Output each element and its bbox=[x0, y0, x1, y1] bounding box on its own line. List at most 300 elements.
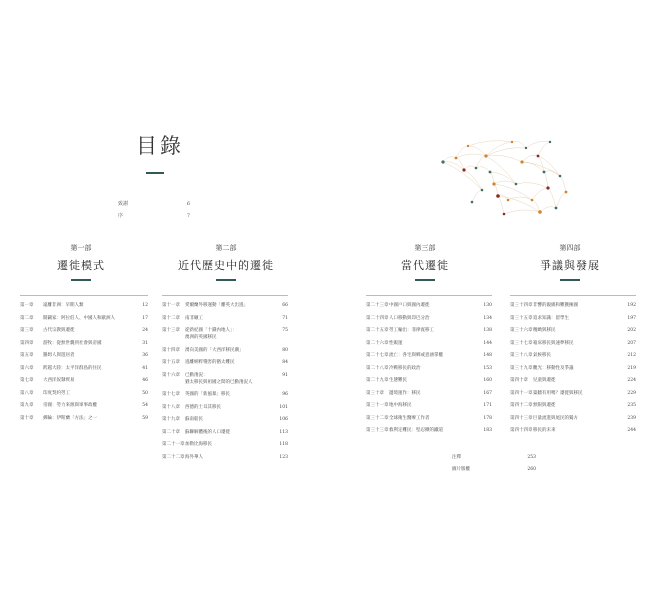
toc-entry[interactable] bbox=[366, 415, 492, 422]
chapter-number: 第二十九章 bbox=[366, 378, 389, 383]
toc-entry[interactable] bbox=[510, 365, 636, 372]
chapter-number: 第三十一章 bbox=[366, 403, 389, 408]
chapter-number: 第一章 bbox=[20, 303, 34, 308]
network-link bbox=[526, 141, 550, 148]
page-number: 130 bbox=[483, 303, 492, 308]
network-node bbox=[537, 155, 540, 158]
chapter-title-line: 已勤淒況： bbox=[185, 372, 208, 378]
column-rule bbox=[162, 295, 288, 296]
chapter-title-line: 中國戶口與國內遷徙 bbox=[389, 303, 430, 308]
network-link bbox=[494, 184, 498, 196]
toc-entry[interactable] bbox=[162, 302, 288, 309]
intro-item[interactable] bbox=[118, 210, 190, 222]
toc-entry[interactable] bbox=[162, 404, 288, 411]
toc-entry[interactable] bbox=[366, 365, 492, 372]
network-node bbox=[538, 210, 542, 214]
chapter-title bbox=[533, 427, 622, 434]
network-node bbox=[441, 160, 444, 163]
toc-entry[interactable] bbox=[510, 390, 636, 397]
chapter-number: 第四十章 bbox=[510, 378, 528, 383]
chapter-title-line: 人口移動與印巴分治 bbox=[389, 315, 430, 321]
chapter-number: 第三十二章 bbox=[366, 415, 389, 421]
chapter-number: 第十三章 bbox=[162, 328, 180, 333]
page-number: 197 bbox=[627, 315, 636, 321]
network-link bbox=[494, 184, 532, 200]
network-link bbox=[486, 155, 522, 162]
network-node bbox=[555, 207, 558, 210]
network-node bbox=[462, 168, 465, 171]
chapter-number: 第三十六章 bbox=[510, 328, 533, 333]
chapter-title-line: 羅姆人與遊居者 bbox=[43, 353, 75, 358]
toc-column-1 bbox=[20, 295, 148, 427]
toc-entry[interactable] bbox=[366, 327, 492, 334]
chapter-title-line: 築牆有用嗎？遷徙與移民 bbox=[533, 390, 583, 396]
chapter-title bbox=[43, 352, 134, 359]
chapter-number: 第三十四章 bbox=[510, 303, 533, 308]
network-link bbox=[522, 155, 538, 162]
chapter-title-line: 追求知識：留學生 bbox=[533, 315, 569, 321]
chapter-title-line: 印度契約勞工 bbox=[43, 390, 70, 396]
chapter-title-line: 流亡：各宅與鄉或意涵掌權 bbox=[389, 353, 443, 358]
toc-entry[interactable] bbox=[162, 372, 288, 386]
chapter-number: 第三十章 bbox=[366, 390, 384, 396]
chapter-title-line: 大西洋奴隸貿易 bbox=[43, 378, 75, 383]
chapter-title bbox=[43, 390, 134, 397]
chapter-title-line: 冷戰移民的政治 bbox=[389, 365, 421, 371]
network-node bbox=[484, 154, 487, 157]
chapter-number: 第十五章 bbox=[162, 360, 180, 365]
chapter-number: 第三十八章 bbox=[510, 353, 533, 358]
chapter-title bbox=[43, 377, 134, 384]
network-link bbox=[443, 162, 464, 170]
chapter-title bbox=[43, 365, 134, 372]
network-link bbox=[468, 146, 486, 156]
toc-entry[interactable] bbox=[162, 315, 288, 322]
chapter-title bbox=[389, 315, 478, 322]
network-link bbox=[516, 183, 548, 188]
chapter-title bbox=[185, 347, 274, 354]
network-node bbox=[559, 175, 562, 178]
chapter-title-line: 開闢家：阿拉伯人、中國人和歐洲人 bbox=[43, 315, 115, 321]
chapter-number: 第十四章 bbox=[162, 347, 180, 353]
chapter-number: 第十七章 bbox=[162, 392, 180, 397]
network-link bbox=[512, 141, 526, 148]
chapter-title bbox=[533, 365, 622, 372]
toc-entry[interactable] bbox=[366, 315, 492, 322]
chapter-title bbox=[43, 402, 134, 409]
network-link bbox=[560, 176, 566, 192]
network-node bbox=[515, 183, 518, 186]
back-matter-label: 注釋 bbox=[452, 455, 461, 460]
network-node bbox=[543, 171, 546, 174]
part-title: 遷徙模式 bbox=[57, 259, 105, 272]
chapter-title-line: 跨越大陸：太平洋群島的住民 bbox=[43, 365, 102, 371]
network-link bbox=[464, 170, 482, 190]
chapter-title bbox=[43, 415, 134, 422]
chapter-title-line: 愛爾蘭外移運動「離英大出逃」 bbox=[185, 303, 248, 308]
network-node bbox=[511, 141, 513, 143]
part-number: 第一部 bbox=[70, 244, 92, 252]
chapter-title-line: 巨量流進與尾民的獨方 bbox=[533, 415, 578, 421]
toc-entry[interactable] bbox=[510, 402, 636, 409]
toc-entry[interactable] bbox=[366, 340, 492, 347]
part-title: 當代遷徙 bbox=[401, 259, 449, 272]
chapter-title bbox=[43, 340, 134, 347]
network-link bbox=[532, 200, 540, 212]
page-number: 106 bbox=[279, 417, 288, 422]
back-matter-page: 260 bbox=[527, 467, 536, 472]
network-link bbox=[494, 181, 516, 184]
network-link bbox=[544, 171, 560, 176]
page-number: 167 bbox=[483, 390, 492, 396]
chapter-title bbox=[533, 390, 622, 397]
page-number: 212 bbox=[627, 353, 636, 358]
chapter-number: 第三章 bbox=[20, 328, 34, 333]
network-link bbox=[486, 142, 512, 156]
chapter-title bbox=[533, 377, 622, 384]
page-number: 91 bbox=[282, 372, 288, 378]
back-matter-label: 圖片版權 bbox=[452, 467, 470, 472]
page-number: 224 bbox=[627, 378, 636, 383]
chapter-number: 第四章 bbox=[20, 340, 34, 346]
toc-column-4 bbox=[510, 295, 636, 440]
chapter-title-line: 英國的「新風暴」移民 bbox=[185, 392, 230, 397]
chapter-title-line: 勞工輸出：菲律賓移工 bbox=[389, 328, 434, 333]
chapter-number: 第十章 bbox=[20, 415, 34, 421]
page-number: 202 bbox=[627, 328, 636, 333]
toc-entry[interactable] bbox=[20, 352, 148, 359]
chapter-title-line: 西德的土耳其移民 bbox=[185, 404, 221, 410]
chapter-title bbox=[185, 404, 274, 411]
chapter-title bbox=[533, 415, 622, 422]
page-number: 207 bbox=[627, 340, 636, 346]
chapter-title-line: 性販運 bbox=[389, 340, 403, 346]
toc-entry[interactable] bbox=[366, 377, 492, 384]
chapter-title-line: 游牧：從無世襲到社會與帝國 bbox=[43, 340, 102, 346]
chapter-title-line: 兒童與遷徙 bbox=[533, 378, 556, 383]
chapter-title bbox=[389, 327, 478, 334]
toc-entry[interactable] bbox=[20, 402, 148, 409]
chapter-number: 第二十四章 bbox=[366, 315, 389, 321]
chapter-title bbox=[43, 302, 134, 309]
toc-entry[interactable] bbox=[162, 454, 288, 461]
page-number: 96 bbox=[282, 392, 288, 397]
page-number: 219 bbox=[627, 365, 636, 371]
chapter-title bbox=[185, 359, 274, 366]
chapter-title bbox=[533, 327, 622, 334]
toc-entry[interactable] bbox=[162, 391, 288, 398]
chapter-title bbox=[533, 315, 622, 322]
chapter-title-line: 猶太移民與祖國之間的已勤淒況人 bbox=[185, 379, 253, 385]
network-node bbox=[489, 171, 492, 174]
network-link bbox=[556, 192, 566, 208]
network-link bbox=[456, 158, 464, 170]
chapter-number: 第三十七章 bbox=[510, 340, 533, 346]
intro-label: 序 bbox=[118, 213, 124, 219]
page-number: 46 bbox=[142, 378, 148, 383]
chapter-title-line: 蘇聯解體後的人口遷徙 bbox=[185, 429, 230, 435]
page-number: 118 bbox=[279, 442, 288, 447]
chapter-title bbox=[185, 416, 274, 423]
page-number: 17 bbox=[142, 315, 148, 321]
network-link bbox=[498, 196, 540, 212]
part-number: 第二部 bbox=[215, 244, 237, 252]
toc-entry[interactable] bbox=[20, 365, 148, 372]
part-number: 第四部 bbox=[559, 244, 581, 252]
page-number: 24 bbox=[142, 328, 148, 333]
chapter-title bbox=[185, 441, 274, 448]
toc-entry[interactable] bbox=[510, 327, 636, 334]
chapter-title-line: 加勒比海移民 bbox=[185, 442, 212, 447]
toc-entry[interactable] bbox=[510, 315, 636, 322]
back-matter-item[interactable] bbox=[452, 466, 536, 473]
chapter-title-line: 湧向美國的「大西洋移民潮」 bbox=[185, 347, 244, 353]
chapter-title bbox=[185, 315, 274, 322]
page-number: 153 bbox=[483, 365, 492, 371]
network-link bbox=[498, 196, 504, 214]
chapter-number: 第二十七章 bbox=[366, 353, 389, 358]
chapter-title-line: 帝國：勞力來源與軍事政權 bbox=[43, 403, 97, 408]
toc-entry[interactable] bbox=[510, 340, 636, 347]
page-number: 123 bbox=[279, 454, 288, 460]
chapter-title-line: 逃離納粹殘害的猶太難民 bbox=[185, 360, 235, 365]
part-header-3 bbox=[400, 243, 450, 281]
network-link bbox=[456, 154, 486, 158]
chapter-title bbox=[389, 402, 478, 409]
toc-entry[interactable] bbox=[162, 359, 288, 366]
column-rule bbox=[510, 295, 636, 296]
network-node bbox=[475, 167, 478, 170]
part-number: 第三部 bbox=[414, 244, 436, 252]
chapter-title-line: 邊境運作：移民 bbox=[389, 390, 421, 396]
page-title: 目錄 bbox=[136, 134, 184, 158]
toc-entry[interactable] bbox=[510, 427, 636, 434]
toc-entry[interactable] bbox=[20, 340, 148, 347]
page-number: 229 bbox=[627, 390, 636, 396]
chapter-title bbox=[185, 327, 274, 341]
column-rule bbox=[20, 295, 148, 296]
toc-entry[interactable] bbox=[20, 327, 148, 334]
page-number: 66 bbox=[282, 303, 288, 308]
chapter-title bbox=[389, 377, 478, 384]
network-link bbox=[443, 157, 456, 162]
chapter-title-line: 遠離非洲：早期人類 bbox=[43, 303, 84, 308]
toc-entry[interactable] bbox=[510, 302, 636, 309]
page-number: 36 bbox=[142, 353, 148, 358]
toc-column-3 bbox=[366, 295, 492, 440]
toc-entry[interactable] bbox=[20, 415, 148, 422]
part-underline bbox=[415, 279, 435, 281]
network-link bbox=[532, 188, 548, 200]
network-link bbox=[486, 148, 526, 156]
page-number: 235 bbox=[627, 403, 636, 408]
chapter-title-line: 古代宗教與遷徙 bbox=[43, 328, 75, 333]
toc-entry[interactable] bbox=[366, 390, 492, 397]
chapter-title bbox=[533, 302, 622, 309]
page-number: 31 bbox=[142, 340, 148, 346]
toc-entry[interactable] bbox=[162, 429, 288, 436]
chapter-title-line: 精緻與移民 bbox=[533, 328, 556, 333]
network-link bbox=[538, 142, 550, 156]
chapter-title bbox=[533, 352, 622, 359]
page-number: 84 bbox=[282, 360, 288, 365]
intro-item[interactable] bbox=[118, 198, 190, 210]
page-number: 160 bbox=[483, 378, 492, 383]
chapter-number: 第二十五章 bbox=[366, 328, 389, 333]
chapter-number: 第二十一章 bbox=[162, 442, 185, 447]
part-underline bbox=[71, 279, 91, 281]
column-rule bbox=[366, 295, 492, 296]
chapter-title bbox=[185, 429, 274, 436]
chapter-title-line: 無限與遷徙 bbox=[533, 403, 556, 408]
toc-entry[interactable] bbox=[162, 327, 288, 341]
chapter-title-line: 救利定難民：堅忍擴的鐵道 bbox=[389, 428, 443, 433]
toc-entry[interactable] bbox=[162, 416, 288, 423]
page-number: 239 bbox=[627, 415, 636, 421]
network-link bbox=[486, 156, 516, 184]
toc-column-2 bbox=[162, 295, 288, 466]
chapter-number: 第七章 bbox=[20, 378, 34, 383]
toc-entry[interactable] bbox=[366, 402, 492, 409]
back-matter-list bbox=[452, 454, 536, 478]
chapter-title-line: 澳洲的英國移民 bbox=[185, 335, 217, 340]
page-number: 134 bbox=[483, 315, 492, 321]
chapter-number: 第四十三章 bbox=[510, 415, 533, 421]
network-node bbox=[531, 199, 534, 202]
part-underline bbox=[216, 279, 236, 281]
chapter-number: 第二十三章 bbox=[366, 303, 389, 308]
chapter-title bbox=[533, 402, 622, 409]
chapter-number: 第十一章 bbox=[162, 303, 180, 308]
page-number: 41 bbox=[142, 365, 148, 371]
chapter-title bbox=[389, 302, 478, 309]
network-link bbox=[490, 172, 494, 184]
chapter-number: 第五章 bbox=[20, 353, 34, 358]
network-node bbox=[503, 213, 506, 216]
chapter-number: 第二十八章 bbox=[366, 365, 389, 371]
page-number: 144 bbox=[483, 340, 492, 346]
chapter-number: 第三十三章 bbox=[366, 428, 389, 433]
toc-entry[interactable] bbox=[20, 390, 148, 397]
chapter-number: 第四十一章 bbox=[510, 390, 533, 396]
page-number: 71 bbox=[282, 315, 288, 321]
chapter-title-line: 移民的未來 bbox=[533, 428, 556, 433]
network-node bbox=[525, 147, 527, 149]
network-link bbox=[456, 146, 468, 158]
toc-entry[interactable] bbox=[510, 415, 636, 422]
toc-entry[interactable] bbox=[510, 377, 636, 384]
chapter-title bbox=[533, 340, 622, 347]
chapter-title-line: 蘇南船民 bbox=[185, 417, 203, 422]
page-number: 148 bbox=[483, 353, 492, 358]
chapter-title bbox=[43, 327, 134, 334]
chapter-title-line: 南非礦工 bbox=[185, 315, 203, 321]
page-number: 183 bbox=[483, 428, 492, 433]
part-header-4 bbox=[535, 243, 605, 281]
network-link bbox=[472, 190, 482, 202]
page-number: 244 bbox=[627, 428, 636, 433]
toc-entry[interactable] bbox=[366, 302, 492, 309]
page-number: 138 bbox=[483, 328, 492, 333]
chapter-number: 第十八章 bbox=[162, 404, 180, 410]
toc-entry[interactable] bbox=[366, 352, 492, 359]
chapter-title bbox=[389, 352, 478, 359]
page-number: 59 bbox=[142, 415, 148, 421]
network-node bbox=[481, 189, 484, 192]
chapter-number: 第十二章 bbox=[162, 315, 180, 321]
chapter-number: 第四十四章 bbox=[510, 428, 533, 433]
chapter-title-line: 全球衛生醫療工作者 bbox=[389, 415, 430, 421]
chapter-number: 第四十二章 bbox=[510, 403, 533, 408]
toc-entry[interactable] bbox=[162, 347, 288, 354]
toc-entry[interactable] bbox=[162, 441, 288, 448]
chapter-title-line: 郵輪：伊斯蘭「方法」之一 bbox=[43, 415, 97, 421]
toc-entry[interactable] bbox=[20, 302, 148, 309]
chapter-title-line: 氣候移民 bbox=[533, 353, 551, 358]
chapter-title bbox=[43, 315, 134, 322]
chapter-title-line: 非響的親綿和難獲擁國 bbox=[533, 303, 578, 308]
network-node bbox=[471, 201, 474, 204]
chapter-title-line: 地中海移民 bbox=[389, 403, 412, 408]
page-number: 113 bbox=[279, 429, 288, 435]
part-title: 爭議與發展 bbox=[540, 259, 600, 272]
chapter-title bbox=[185, 454, 274, 461]
page-number: 80 bbox=[282, 347, 288, 353]
page-number: 171 bbox=[483, 403, 492, 408]
part-header-2 bbox=[171, 243, 281, 281]
page-number: 12 bbox=[142, 303, 148, 308]
chapter-title bbox=[389, 365, 478, 372]
chapter-number: 第六章 bbox=[20, 365, 34, 371]
network-link bbox=[476, 167, 490, 172]
toc-entry[interactable] bbox=[366, 427, 492, 434]
migration-network-illustration bbox=[428, 128, 578, 228]
network-node bbox=[455, 157, 458, 160]
toc-entry[interactable] bbox=[20, 315, 148, 322]
chapter-number: 第二章 bbox=[20, 315, 34, 321]
network-node bbox=[492, 182, 495, 185]
part-header-1 bbox=[56, 243, 106, 281]
chapter-number: 第三十五章 bbox=[510, 315, 533, 321]
network-link bbox=[540, 207, 556, 212]
chapter-number: 第二十章 bbox=[162, 429, 180, 435]
toc-entry[interactable] bbox=[510, 352, 636, 359]
intro-page: 7 bbox=[186, 213, 190, 219]
network-link bbox=[504, 210, 540, 214]
page-number: 101 bbox=[279, 404, 288, 410]
chapter-title-line: 生態難民 bbox=[389, 378, 407, 383]
network-node bbox=[546, 186, 549, 189]
network-node bbox=[496, 194, 500, 198]
network-link bbox=[464, 166, 476, 170]
chapter-title bbox=[185, 391, 274, 398]
chapter-title bbox=[389, 340, 478, 347]
chapter-title bbox=[389, 415, 478, 422]
toc-entry[interactable] bbox=[20, 377, 148, 384]
chapter-number: 第三十九章 bbox=[510, 365, 533, 371]
network-node bbox=[520, 160, 523, 163]
title-underline bbox=[146, 172, 164, 174]
network-link bbox=[548, 188, 556, 208]
page-number: 178 bbox=[483, 415, 492, 421]
network-node bbox=[565, 191, 568, 194]
back-matter-item[interactable] bbox=[452, 454, 536, 461]
intro-page: 6 bbox=[186, 201, 190, 207]
page-number: 192 bbox=[627, 303, 636, 308]
part-title: 近代歷史中的遷徙 bbox=[178, 259, 274, 272]
network-link bbox=[544, 172, 548, 188]
network-node bbox=[549, 141, 551, 143]
